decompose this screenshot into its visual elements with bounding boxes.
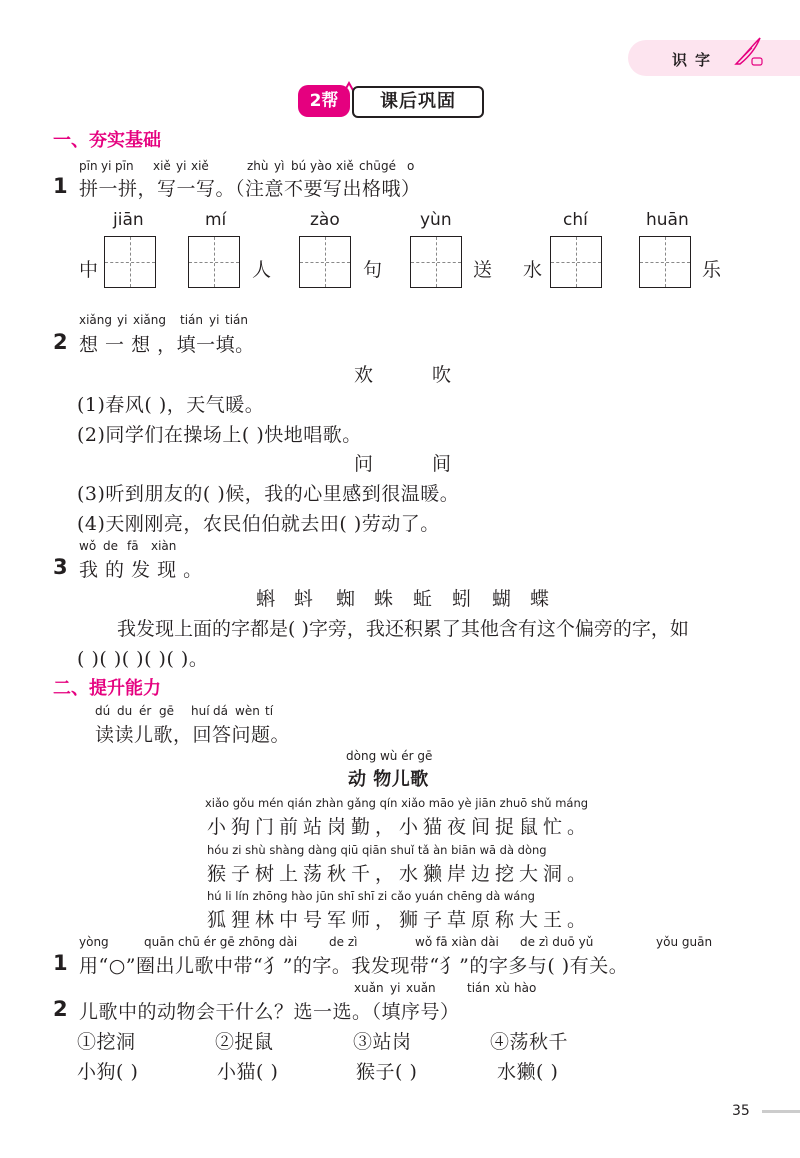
writing-grid[interactable] [639,236,691,288]
poem-title: 动 物儿歌 [348,769,429,790]
grid-pinyin: mí [205,210,227,230]
poem-line: 狐狸林中号军师，狮子草原称大王。 [207,909,592,931]
question-number: 2 [53,330,68,354]
grid-char: 送 [473,259,493,281]
fill-sentence: (4)天刚刚亮，农民伯伯就去田( )劳动了。 [77,513,440,535]
question-number: 1 [53,951,68,975]
writing-grid[interactable] [550,236,602,288]
q1-instruction: 拼一拼，写一写。（注意不要写出格哦） [79,178,421,200]
grid-pinyin: jiān [113,210,144,230]
answer-blank: 小猫( ) [217,1061,279,1083]
answer-blank: 水獭( ) [497,1061,559,1083]
page-number: 35 [732,1103,750,1119]
question-number: 2 [53,997,68,1021]
answer-blank: 猴子( ) [356,1061,418,1083]
fill-sentence: (1)春风( )，天气暖。 [77,394,265,416]
q3-blanks: ( )( )( )( )( )。 [77,648,209,670]
section-heading-improve: 二、提升能力 [53,678,161,699]
q2-instruction: 想 一 想 ，填一填。 [79,334,255,356]
section-heading-basics: 一、夯实基础 [53,130,161,151]
grid-char: 水 [523,259,543,281]
grid-pinyin: chí [563,210,588,230]
answer-blank: 小狗( ) [77,1061,139,1083]
q3-instruction: 我 的 发 现 。 [79,559,203,581]
poem-line-pinyin: hóu zi shù shàng dàng qiū qiān shuǐ tǎ àn biān wā dà dòng [207,843,547,857]
section-tab-label: 识字 [672,51,719,69]
lesson-badge: 2帮 [298,85,350,117]
writing-grid[interactable] [299,236,351,288]
writing-grid[interactable] [104,236,156,288]
q3-sentence: 我发现上面的字都是( )字旁，我还积累了其他含有这个偏旁的字，如 [117,618,689,640]
question-number: 3 [53,555,68,579]
fill-sentence: (2)同学们在操场上( )快地唱歌。 [77,424,362,446]
grid-pinyin: huān [646,210,689,230]
poem-line: 小狗门前站岗勤，小猫夜间捉鼠忙。 [207,816,592,838]
char-choice: 欢 [354,364,374,386]
grid-char: 乐 [702,259,722,281]
poem-line-pinyin: xiǎo gǒu mén qián zhàn gǎng qín xiǎo māo yè jiān zhuō shǔ máng [205,796,589,810]
p1-instruction: 用“○”圈出儿歌中带“犭”的字。我发现带“犭”的字多与( )有关。 [79,955,629,977]
poem-line-pinyin: hú li lín zhōng hào jūn shī shī zi cǎo yuán chēng dà wáng [207,889,535,903]
char-choice: 吹 [432,364,452,386]
writing-grid[interactable] [410,236,462,288]
char-choice: 问 [354,453,374,475]
option: ①挖洞 [77,1031,136,1053]
writing-grid[interactable] [188,236,240,288]
grid-char: 中 [79,259,99,281]
option: ②捉鼠 [215,1031,274,1053]
option: ④荡秋千 [490,1031,569,1053]
grid-char: 人 [252,259,272,281]
char-choice: 间 [432,453,452,475]
poem-line: 猴子树上荡秋千，水獭岸边挖大洞。 [207,863,592,885]
grid-pinyin: yùn [420,210,452,230]
grid-char: 句 [363,259,383,281]
feather-pen-icon [730,34,766,70]
page-footer-bar [762,1110,800,1113]
fill-sentence: (3)听到朋友的( )候，我的心里感到很温暖。 [77,483,460,505]
grid-pinyin: zào [310,210,340,230]
option: ③站岗 [353,1031,412,1053]
question-number: 1 [53,174,68,198]
section-title: 课后巩固 [352,86,484,118]
reading-instruction: 读读儿歌，回答问题。 [95,724,291,746]
poem-title-pinyin: dòng wù ér gē [346,749,433,763]
p2-instruction: 儿歌中的动物会干什么？选一选。（填序号） [79,1001,460,1023]
